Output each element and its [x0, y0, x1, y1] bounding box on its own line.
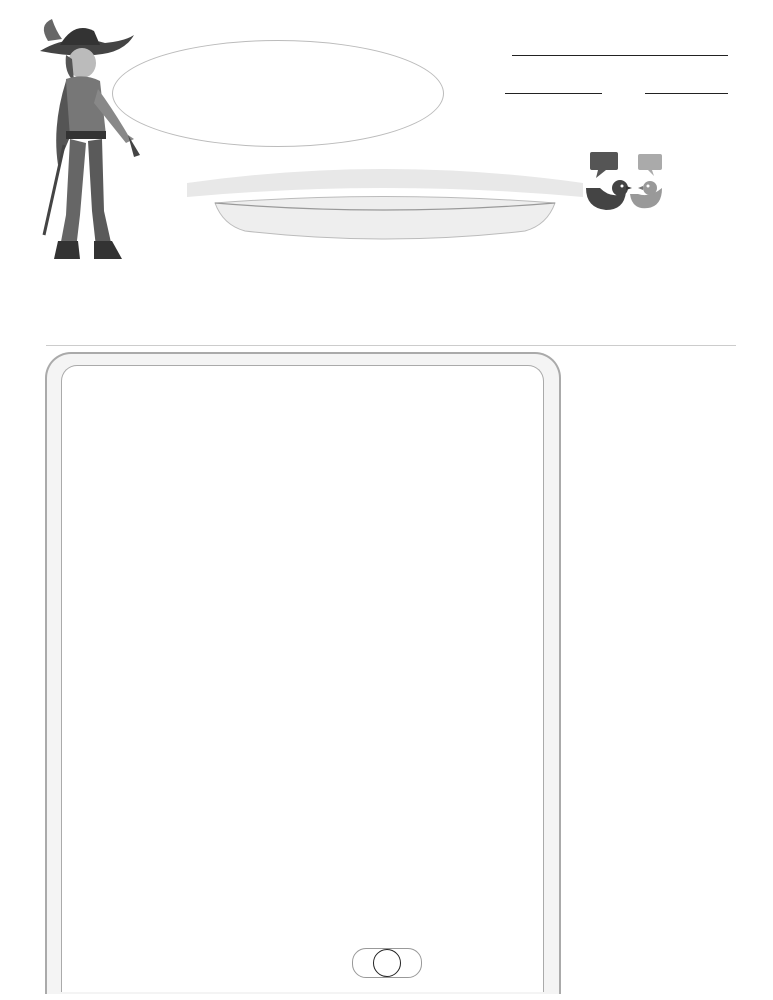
title-banner: [175, 155, 595, 255]
class-field-line[interactable]: [645, 93, 728, 94]
date-field-line[interactable]: [505, 93, 602, 94]
name-field-line[interactable]: [512, 55, 728, 56]
divider: [46, 345, 736, 346]
phone-frame-inner: [61, 365, 544, 992]
musketeer-illustration: [30, 15, 150, 265]
chatting-birds-icon: [582, 148, 672, 220]
page-number-circle: [373, 949, 401, 977]
ethos-definition-bubble: [112, 40, 444, 147]
